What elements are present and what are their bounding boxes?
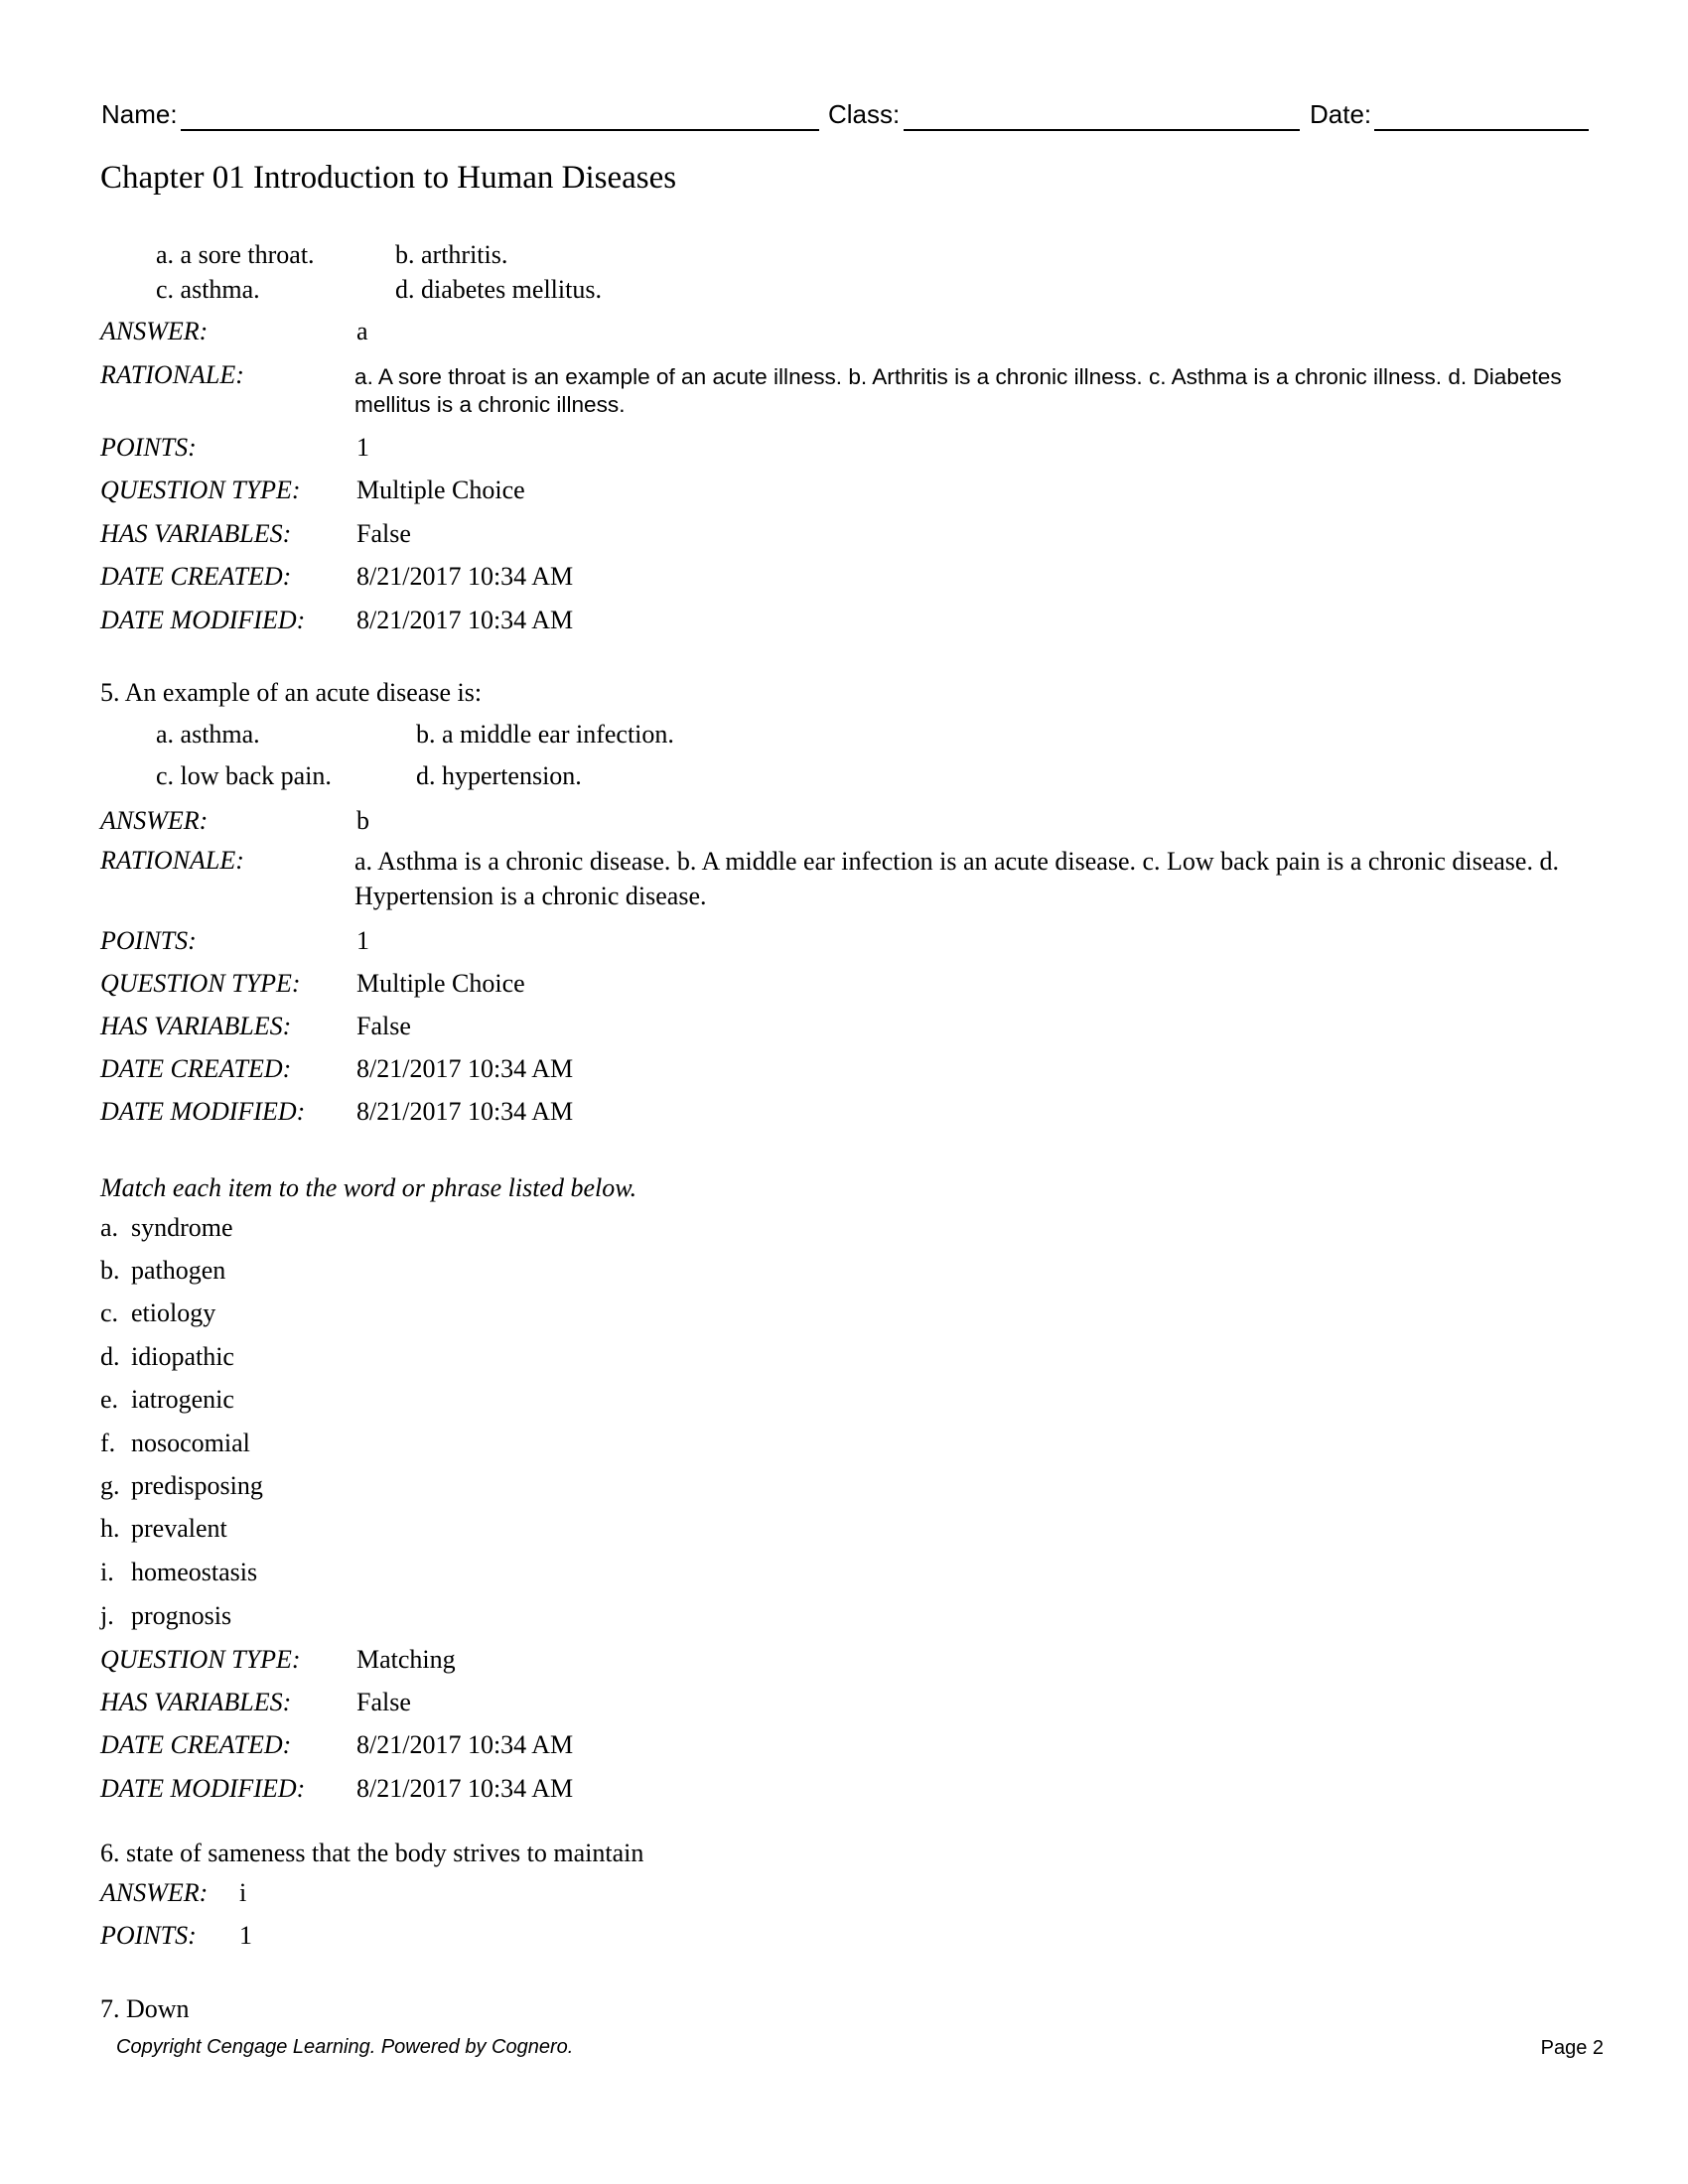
date-modified-label: DATE MODIFIED: (100, 606, 306, 634)
answer-value: i (239, 1878, 247, 1907)
match-letter: g. (100, 1471, 120, 1500)
match-letter: e. (100, 1385, 119, 1414)
date-created-label: DATE CREATED: (100, 562, 292, 591)
date-created-value: 8/21/2017 10:34 AM (356, 1730, 574, 1759)
date-created-value: 8/21/2017 10:34 AM (356, 1054, 574, 1083)
points-value: 1 (239, 1921, 252, 1950)
question-type-label: QUESTION TYPE: (100, 969, 301, 998)
date-created-value: 8/21/2017 10:34 AM (356, 562, 574, 591)
class-field-line[interactable] (904, 129, 1300, 131)
date-modified-label: DATE MODIFIED: (100, 1774, 306, 1803)
question-prompt: 6. state of sameness that the body strives to maintain (100, 1839, 644, 1867)
points-value: 1 (356, 433, 369, 462)
rationale-label: RATIONALE: (100, 846, 244, 875)
has-variables-value: False (356, 519, 411, 548)
answer-label: ANSWER: (100, 806, 209, 835)
option-a: a. asthma. (156, 720, 260, 749)
name-field-line[interactable] (181, 129, 819, 131)
date-label: Date: (1310, 99, 1372, 129)
footer-copyright: Copyright Cengage Learning. Powered by Cognero. (116, 2036, 574, 2058)
date-created-label: DATE CREATED: (100, 1054, 292, 1083)
rationale-text: a. Asthma is a chronic disease. b. A middle ear infection is an acute disease. c. Low back pain is a chronic disease. d. Hypertension is a chronic disease. (354, 847, 1559, 910)
date-modified-label: DATE MODIFIED: (100, 1097, 306, 1126)
match-letter: f. (100, 1429, 116, 1457)
match-letter: a. (100, 1213, 119, 1242)
date-modified-value: 8/21/2017 10:34 AM (356, 606, 574, 634)
match-letter: c. (100, 1298, 119, 1327)
date-created-label: DATE CREATED: (100, 1730, 292, 1759)
answer-value: b (356, 806, 369, 835)
date-field-line[interactable] (1374, 129, 1589, 131)
match-letter: j. (100, 1601, 114, 1630)
match-letter: b. (100, 1256, 120, 1285)
answer-value: a (356, 317, 368, 345)
name-label: Name: (101, 99, 178, 129)
match-term: pathogen (131, 1256, 226, 1285)
has-variables-label: HAS VARIABLES: (100, 1688, 292, 1716)
match-term: etiology (131, 1298, 216, 1327)
answer-label: ANSWER: (100, 317, 209, 345)
question-type-label: QUESTION TYPE: (100, 476, 301, 504)
option-c: c. low back pain. (156, 761, 332, 790)
question-prompt: 5. An example of an acute disease is: (100, 678, 483, 707)
class-label: Class: (828, 99, 901, 129)
match-term: prevalent (131, 1514, 227, 1543)
has-variables-value: False (356, 1688, 411, 1716)
matching-instruction: Match each item to the word or phrase listed below. (100, 1173, 637, 1202)
question-7-prompt: 7. Down (100, 1994, 190, 2023)
question-type-value: Multiple Choice (356, 476, 525, 504)
match-term: homeostasis (131, 1558, 258, 1586)
option-c: c. asthma. (156, 275, 260, 304)
option-b: b. a middle ear infection. (416, 720, 674, 749)
option-d: d. diabetes mellitus. (395, 275, 602, 304)
rationale-text: a. A sore throat is an example of an acute illness. b. Arthritis is a chronic illness. c. Asthma is a chronic illness. d. Diabetes mellitus is a chronic illness. (354, 364, 1562, 417)
has-variables-value: False (356, 1012, 411, 1040)
date-modified-value: 8/21/2017 10:34 AM (356, 1097, 574, 1126)
match-term: nosocomial (131, 1429, 250, 1457)
match-term: iatrogenic (131, 1385, 234, 1414)
date-modified-value: 8/21/2017 10:34 AM (356, 1774, 574, 1803)
option-d: d. hypertension. (416, 761, 582, 790)
match-letter: h. (100, 1514, 120, 1543)
match-letter: i. (100, 1558, 114, 1586)
points-value: 1 (356, 926, 369, 955)
match-term: predisposing (131, 1471, 263, 1500)
match-term: syndrome (131, 1213, 233, 1242)
has-variables-label: HAS VARIABLES: (100, 519, 292, 548)
page-number: Page 2 (1540, 2037, 1604, 2059)
points-label: POINTS: (100, 1921, 197, 1950)
points-label: POINTS: (100, 926, 197, 955)
option-a: a. a sore throat. (156, 240, 315, 269)
question-type-value: Multiple Choice (356, 969, 525, 998)
option-b: b. arthritis. (395, 240, 508, 269)
points-label: POINTS: (100, 433, 197, 462)
question-type-label: QUESTION TYPE: (100, 1645, 301, 1674)
match-term: idiopathic (131, 1342, 234, 1371)
rationale-label: RATIONALE: (100, 360, 244, 389)
question-type-value: Matching (356, 1645, 456, 1674)
match-letter: d. (100, 1342, 120, 1371)
answer-label: ANSWER: (100, 1878, 209, 1907)
has-variables-label: HAS VARIABLES: (100, 1012, 292, 1040)
page-title: Chapter 01 Introduction to Human Diseases (100, 160, 677, 196)
match-term: prognosis (131, 1601, 232, 1630)
